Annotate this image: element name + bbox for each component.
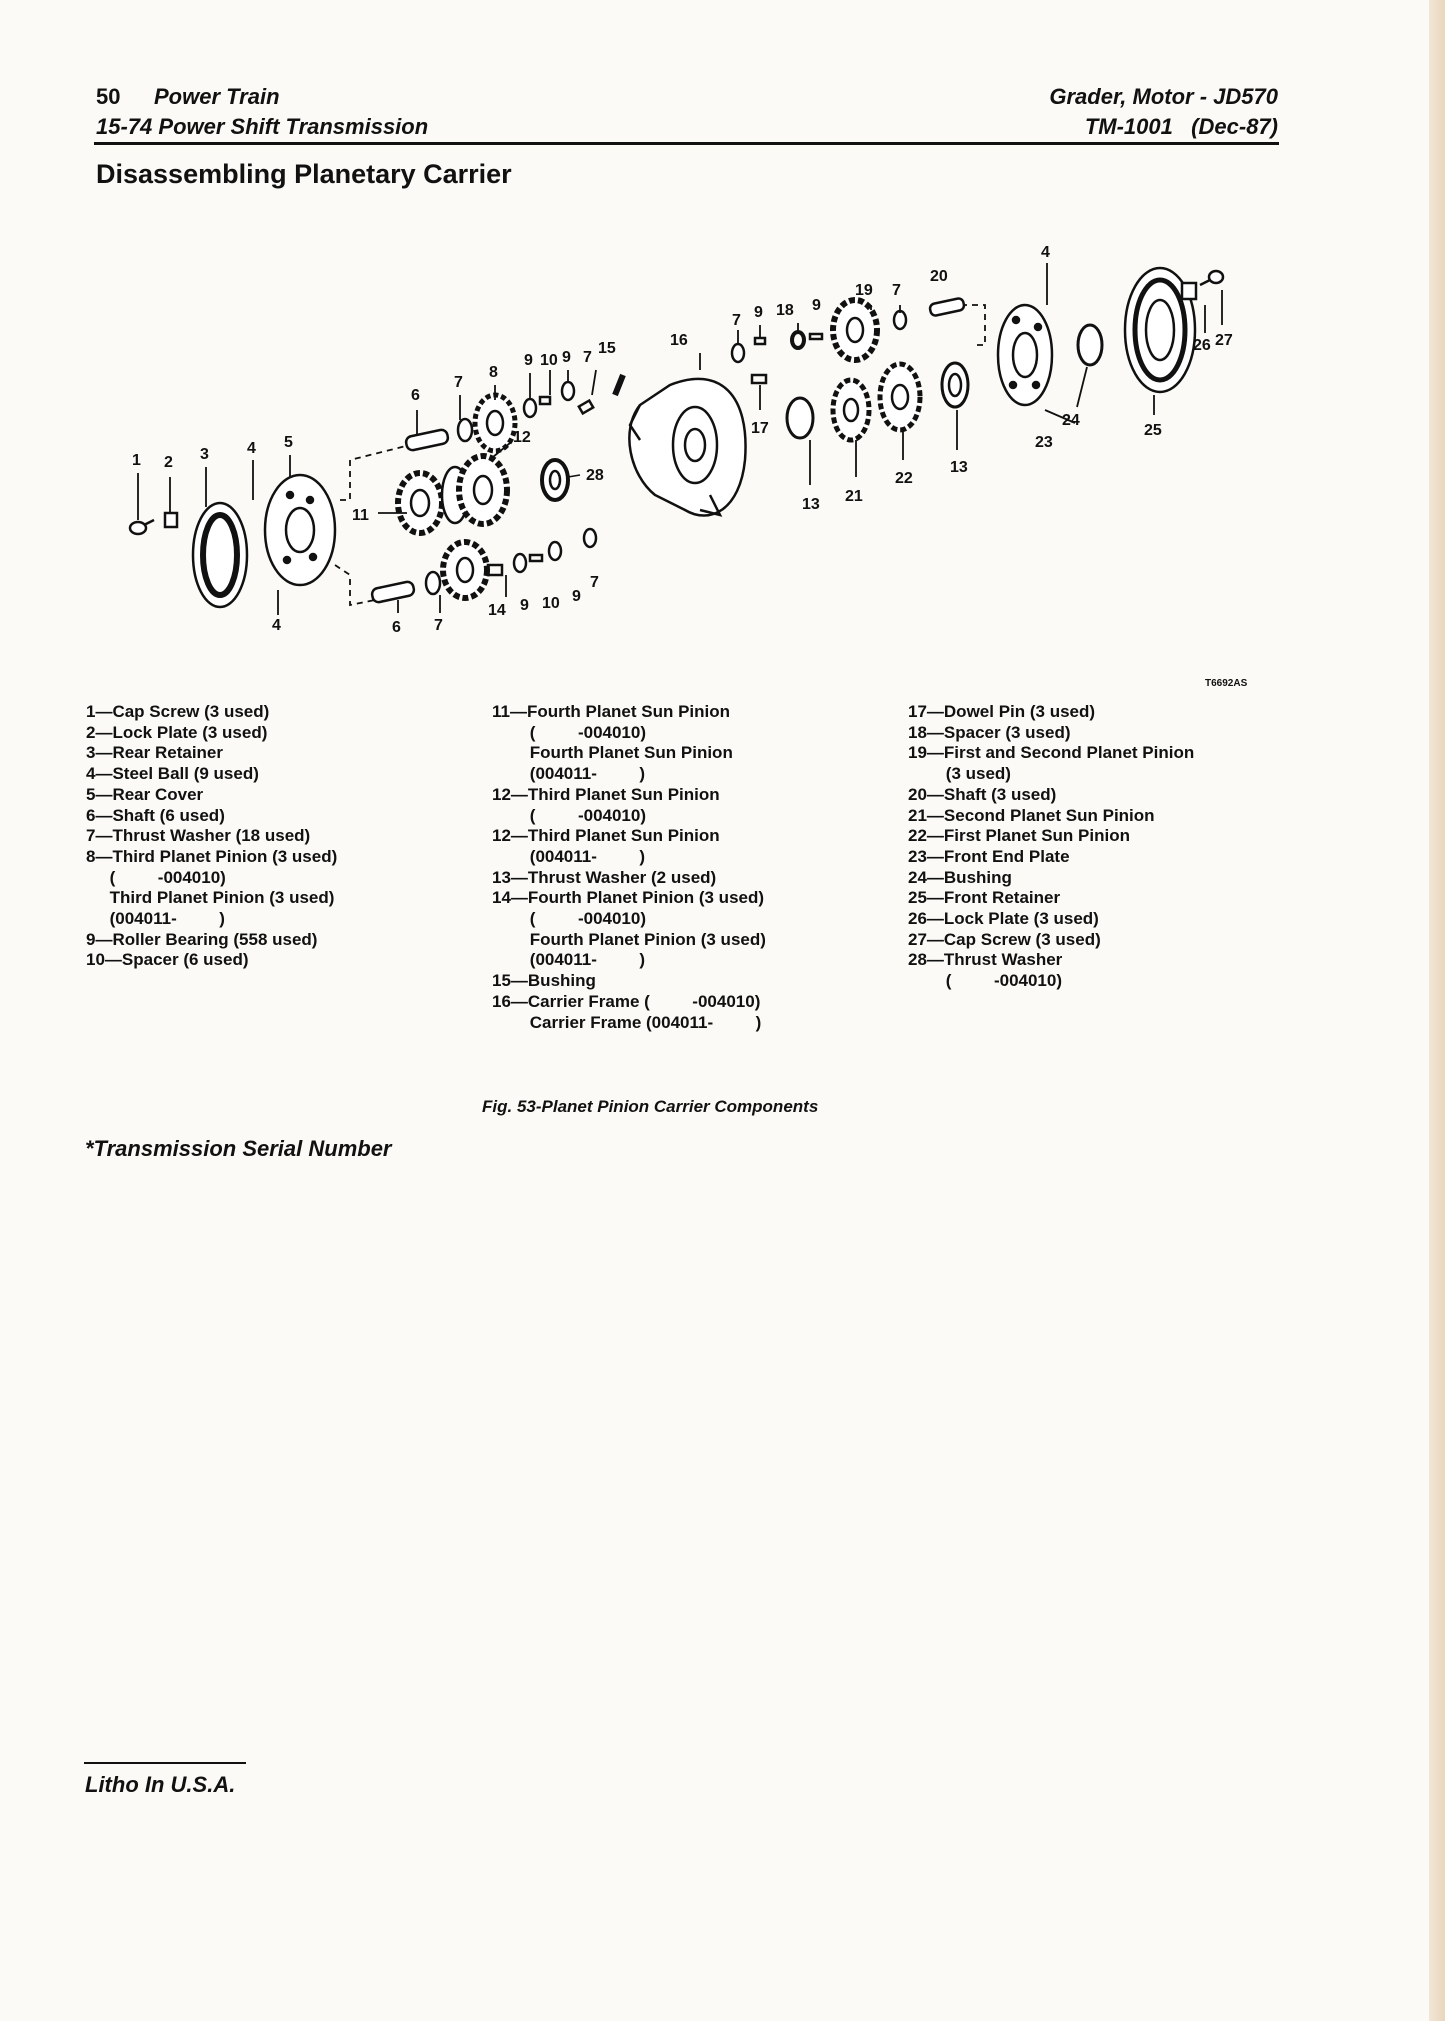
legend-item: 20—Shaft (3 used) (908, 784, 1057, 804)
legend-item: (004011- ) (492, 846, 646, 866)
legend-item: 25—Front Retainer (908, 888, 1061, 908)
legend-item: 23—Front End Plate (908, 846, 1070, 866)
legend-item: 22—First Planet Sun Pinion (908, 826, 1130, 846)
legend-item: ( -004010) (908, 971, 1063, 991)
legend-item: Fourth Planet Pinion (3 used) (492, 929, 766, 949)
manual-id: TM-1001 (Dec-87) (1084, 114, 1278, 139)
legend-item: Third Planet Pinion (3 used) (86, 888, 335, 908)
callout: 6 (392, 619, 401, 636)
sun-pinion-washer-stack (787, 363, 968, 440)
callout: 19 (855, 282, 873, 299)
header-left-line1 (96, 84, 280, 110)
callout: 28 (586, 467, 604, 484)
legend-item: 28—Thrust Washer (908, 950, 1063, 970)
lower-pinion-assembly (371, 529, 596, 603)
legend-item: 8—Third Planet Pinion (3 used) (86, 846, 338, 866)
callout: 12 (513, 429, 531, 446)
legend-item: (3 used) (908, 764, 1011, 784)
rear-cover-part (265, 475, 335, 585)
legend-item: (004011- ) (492, 950, 646, 970)
legend-item: 26—Lock Plate (3 used) (908, 909, 1099, 929)
page-number: 50 (96, 84, 121, 109)
cap-screw-part (130, 520, 154, 534)
callout: 23 (1035, 434, 1053, 451)
front-end-plate-part (998, 305, 1102, 405)
legend-item: ( -004010) (492, 722, 647, 742)
footer-rule (84, 1762, 246, 1764)
header-rule (94, 142, 1279, 145)
callout: 7 (454, 374, 463, 391)
legend-item: 15—Bushing (492, 971, 596, 991)
callout: 1 (132, 452, 141, 469)
upper-pinion-assembly (405, 382, 593, 451)
legend-item: 7—Thrust Washer (18 used) (86, 826, 311, 846)
legend-item: 17—Dowel Pin (3 used) (908, 702, 1096, 721)
callout: 10 (542, 595, 560, 612)
callout: 9 (754, 304, 763, 321)
legend-item: 21—Second Planet Sun Pinion (908, 805, 1155, 825)
callout: 13 (950, 459, 968, 476)
callout: 4 (272, 617, 281, 634)
callout: 5 (284, 434, 293, 451)
callout: 9 (520, 597, 529, 614)
callout: 16 (670, 332, 688, 349)
footnote: *Transmission Serial Number (85, 1136, 392, 1161)
figure-caption: Fig. 53-Planet Pinion Carrier Components (482, 1097, 819, 1116)
lock-plate-part (165, 513, 177, 527)
carrier-frame-part (629, 379, 745, 516)
legend-column-2 (492, 702, 766, 1033)
legend-item: 16—Carrier Frame ( -004010) (492, 991, 761, 1011)
legend-item: ( -004010) (492, 805, 647, 825)
legend-item: 24—Bushing (908, 867, 1012, 887)
legend-item: 10—Spacer (6 used) (86, 950, 249, 970)
legend-item: 13—Thrust Washer (2 used) (492, 867, 717, 887)
legend-item: 2—Lock Plate (3 used) (86, 722, 268, 742)
callout: 25 (1144, 422, 1162, 439)
legend-item: ( -004010) (86, 867, 226, 887)
callout: 21 (845, 488, 863, 505)
legend-item: (004011- ) (492, 764, 646, 784)
callout: 22 (895, 470, 913, 487)
front-lock-plate-part (1182, 283, 1196, 299)
legend-item: 1—Cap Screw (3 used) (86, 702, 270, 721)
callout: 2 (164, 454, 173, 471)
callout: 9 (562, 349, 571, 366)
header-left-line2 (96, 114, 428, 140)
dowel-pin-part (752, 375, 766, 383)
page-edge (1429, 0, 1445, 2021)
callout: 26 (1193, 337, 1211, 354)
machine-name: Grader, Motor - JD570 (1049, 84, 1278, 109)
bushing-part (615, 375, 623, 395)
legend-item: (004011- ) (86, 909, 225, 929)
legend-item: 12—Third Planet Sun Pinion (492, 826, 720, 846)
front-cap-screw-part (1200, 271, 1223, 285)
callout: 3 (200, 446, 209, 463)
legend-item: 6—Shaft (6 used) (86, 805, 225, 825)
callout: 17 (751, 420, 769, 437)
callout: 9 (572, 588, 581, 605)
callout: 4 (247, 440, 256, 457)
sun-pinion-assembly (398, 456, 580, 533)
callout: 7 (434, 617, 443, 634)
legend-column-1 (86, 702, 337, 971)
callout: 18 (776, 302, 794, 319)
callout: 15 (598, 340, 616, 357)
callout: 6 (411, 387, 420, 404)
callout: 7 (892, 282, 901, 299)
first-second-planet-pinion (732, 298, 965, 362)
exploded-parts-diagram (110, 245, 1290, 645)
callout: 14 (488, 602, 506, 619)
subsection-number: 15-74 (96, 114, 153, 139)
legend-item: 19—First and Second Planet Pinion (908, 743, 1195, 763)
rear-retainer-part (193, 503, 247, 607)
subsection-title: Power Shift Transmission (158, 114, 429, 139)
callout: 9 (524, 352, 533, 369)
callout: 10 (540, 352, 558, 369)
legend-item: Fourth Planet Sun Pinion (492, 743, 733, 763)
legend-item: Carrier Frame (004011- ) (492, 1012, 762, 1032)
callout: 13 (802, 496, 820, 513)
footer-printing-note: Litho In U.S.A. (85, 1772, 236, 1797)
legend-item: 11—Fourth Planet Sun Pinion (492, 702, 731, 721)
figure-code: T6692AS (1205, 678, 1248, 689)
legend-item: ( -004010) (492, 909, 647, 929)
legend-item: 27—Cap Screw (3 used) (908, 929, 1101, 949)
callout: 24 (1062, 412, 1080, 429)
callout: 7 (583, 349, 592, 366)
legend-column-3 (908, 702, 1194, 992)
legend-item: 9—Roller Bearing (558 used) (86, 929, 318, 949)
callout: 20 (930, 268, 948, 285)
callout: 7 (732, 312, 741, 329)
section-title: Power Train (154, 84, 280, 109)
callout: 8 (489, 364, 498, 381)
legend-item: 18—Spacer (3 used) (908, 722, 1071, 742)
legend-item: 4—Steel Ball (9 used) (86, 764, 259, 784)
callout: 7 (590, 574, 599, 591)
callout: 27 (1215, 332, 1233, 349)
legend-item: 14—Fourth Planet Pinion (3 used) (492, 888, 765, 908)
page-title: Disassembling Planetary Carrier (96, 159, 512, 189)
callout: 11 (352, 507, 369, 524)
legend-item: 3—Rear Retainer (86, 743, 224, 763)
legend-item: 5—Rear Cover (86, 784, 204, 804)
callout: 4 (1041, 245, 1050, 261)
legend-item: 12—Third Planet Sun Pinion (492, 784, 720, 804)
callout: 9 (812, 297, 821, 314)
